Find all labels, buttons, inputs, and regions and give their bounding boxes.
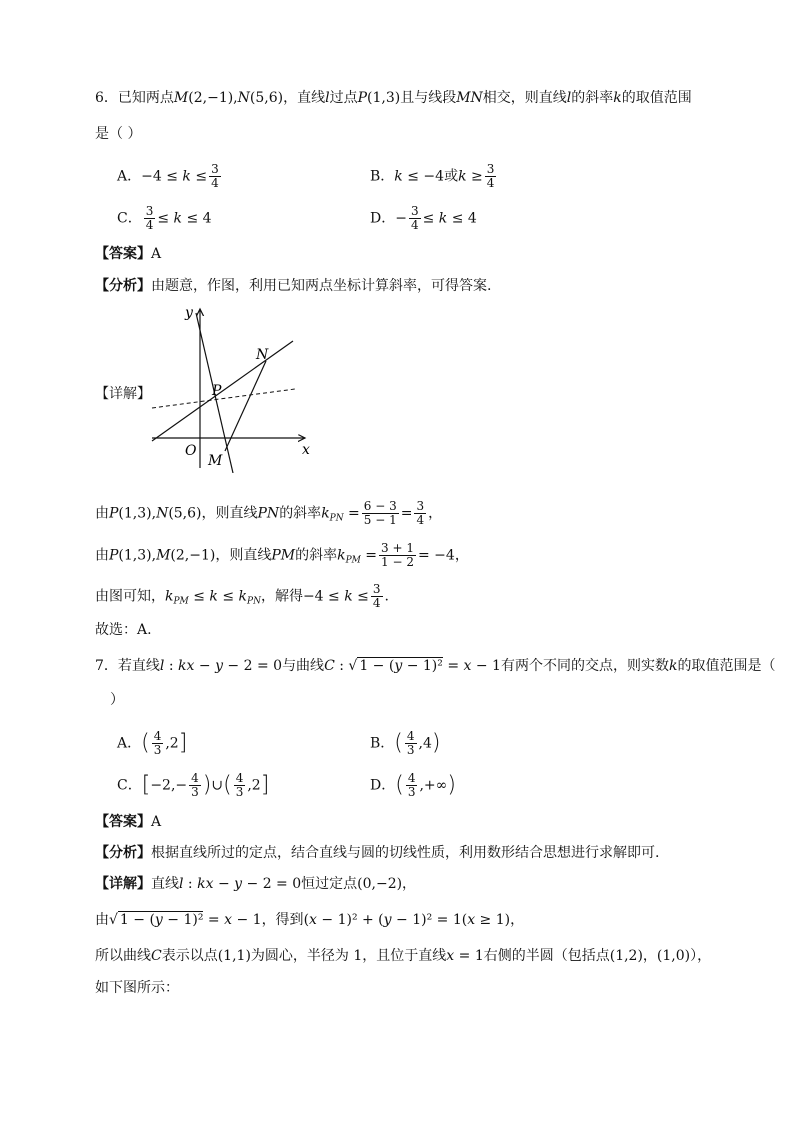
q6-option-b[interactable]: B．k ≤ −4或k ≥ $\frac{3}{4}$ [370, 162, 495, 190]
label-x: x [302, 442, 310, 458]
q6-step-1: 由P(1,3),N(5,6)，则直线PN的斜率$k_{PN}$ = $\frac{6 - 3}{5 - 1}$ = $\frac{3}{4}$ ， [95, 499, 443, 527]
q7-option-d[interactable]: D．( $\frac{4}{3}$ ,+∞) [370, 771, 456, 799]
q7-step3-text: 所以曲线 [95, 948, 151, 964]
q7-step3-text: 为圆心，半径为 1，且位于直线 [250, 948, 447, 964]
q7-option-b-label: B． [370, 735, 395, 752]
q7-step3-text: 表示以点 [161, 948, 218, 964]
q7-stem-text: 的取值范围是（ [677, 658, 776, 674]
label-y: y [185, 305, 193, 321]
q6-stem-text: 已知两点 [117, 90, 174, 106]
q6-answer [95, 244, 161, 264]
q6-stem-text: 过点 [329, 90, 358, 106]
q6-analysis-text: 由题意，作图，利用已知两点坐标计算斜率，可得答案. [151, 278, 492, 294]
q7-answer [95, 812, 161, 832]
q7-step-2: 由√ 1 − (y − 1)² = x − 1，得到(x − 1)² + (y − 1)² = 1(x ≥ 1)， [95, 912, 525, 928]
q6-stem-text: 的斜率 [571, 90, 614, 106]
q6-answer-tag: 【答案】 [95, 246, 151, 262]
q6-conclusion: 故选：A. [95, 622, 152, 638]
q6-step1-text: 的斜率 [279, 505, 322, 522]
q7-detail-tag: 【详解】 [95, 876, 151, 892]
q6-stem-line1: 6．已知两点M(2,−1),N(5,6)，直线l过点P(1,3)且与线段MN相交，则直线l的斜率k的取值范围 [95, 90, 692, 106]
q6-option-c[interactable]: C． $\frac{3}{4}$ ≤ k ≤ 4 [117, 204, 212, 232]
q6-step3-text: ，解得 [260, 588, 303, 605]
q6-answer-value: A [151, 246, 162, 262]
q6-option-b-label: B． [370, 168, 395, 185]
q7-detail1-text: 恒过定点 [301, 876, 358, 892]
q7-analysis-text: 根据直线所过的定点，结合直线与圆的切线性质，利用数形结合思想进行求解即可. [151, 845, 660, 861]
q7-answer-value: A [151, 814, 162, 830]
q7-option-a[interactable]: A．( $\frac{4}{3}$ ,2] [117, 729, 188, 757]
q7-step-4: 如下图所示： [95, 980, 179, 996]
q6-stem-text: ，直线 [283, 90, 326, 106]
q7-stem-text: 与曲线 [282, 658, 325, 674]
q7-step2-text: 由 [95, 912, 109, 928]
q7-stem-line2: ） [110, 692, 124, 708]
label-n: N [256, 347, 269, 363]
q7-step2-text: ，得到 [261, 912, 304, 928]
q6-step-3: 由图可知，$k_{PM} \le k \le k_{PN}$，解得−4 ≤ k ≤ $\frac{3}{4}$ . [95, 582, 389, 610]
q6-option-a[interactable]: A．−4 ≤ k ≤ $\frac{3}{4}$ [117, 162, 219, 190]
q7-option-b[interactable]: B．( $\frac{4}{3}$ ,4) [370, 729, 441, 757]
q7-analysis [95, 843, 659, 863]
q7-stem-text: 有两个不同的交点，则实数 [500, 658, 669, 674]
q6-detail-tag: 【详解】 [95, 386, 151, 402]
dashed-line [152, 389, 295, 408]
q6-analysis [95, 276, 491, 296]
q6-step1-text: 由 [95, 505, 109, 522]
q6-option-a-label: A． [117, 168, 142, 185]
label-m: M [208, 453, 223, 469]
q6-step-2: 由P(1,3),M(2,−1)，则直线PM的斜率$k_{PM}$ = $\frac{3 + 1}{1 - 2}$ = −4， [95, 541, 469, 569]
q7-stem-line1: 7．若直线l : kx − y − 2 = 0与曲线C : √ 1 − (y − 1)² = x − 1有两个不同的交点，则实数k的取值范围是（ [95, 658, 776, 674]
q6-option-c-label: C． [117, 210, 142, 227]
q6-step2-text: 的斜率 [295, 547, 338, 564]
label-o: O [185, 443, 197, 459]
q6-stem-text: 且与线段 [400, 90, 457, 106]
q6-analysis-tag: 【分析】 [95, 278, 151, 294]
q7-detail1-text: 直线 [151, 876, 179, 892]
q6-option-b-or: 或 [444, 168, 459, 185]
q6-step2-text: 由 [95, 547, 109, 564]
q6-stem-text: 的取值范围 [621, 90, 692, 106]
q7-stem-text: 若直线 [117, 658, 160, 674]
label-p: P [212, 383, 222, 399]
q7-option-a-label: A． [117, 735, 142, 752]
q6-option-d-label: D． [370, 210, 396, 227]
q6-figure [150, 303, 320, 473]
q7-answer-tag: 【答案】 [95, 814, 151, 830]
q7-option-d-label: D． [370, 777, 396, 794]
q7-analysis-tag: 【分析】 [95, 845, 151, 861]
q6-option-d[interactable]: D．− $\frac{3}{4}$ ≤ k ≤ 4 [370, 204, 477, 232]
q6-step3-text: 由图可知， [95, 588, 165, 605]
q7-detail-1: 【详解】直线l : kx − y − 2 = 0恒过定点(0,−2)， [95, 876, 417, 892]
q7-option-c[interactable]: C．[−2,− $\frac{4}{3}$ )∪( $\frac{4}{3}$ ,2] [117, 771, 270, 799]
q7-option-c-label: C． [117, 777, 142, 794]
q7-step-3: 所以曲线C表示以点(1,1)为圆心，半径为 1，且位于直线x = 1右侧的半圆（包括点(1,2)，(1,0)）， [95, 948, 712, 964]
q6-stem-line2: 是（ ） [95, 126, 142, 142]
q6-stem-text: 相交，则直线 [482, 90, 567, 106]
q6-step1-text: ，则直线 [201, 505, 258, 522]
q7-step3-text: 右侧的半圆（包括点 [483, 948, 610, 964]
q7-number: 7． [95, 658, 118, 674]
q6-number: 6． [95, 90, 118, 106]
q6-step2-text: ，则直线 [215, 547, 272, 564]
